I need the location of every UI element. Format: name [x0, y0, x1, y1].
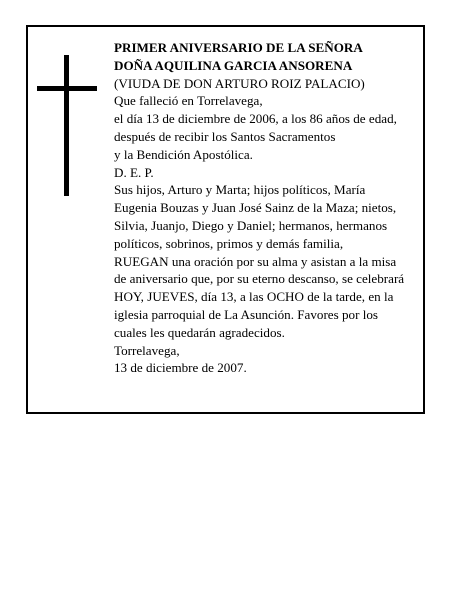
notice-body-line: Silvia, Juanjo, Diego y Daniel; hermanos, hermanos — [114, 217, 388, 233]
rest-in-peace-line: D. E. P. — [114, 164, 154, 180]
notice-body-line: políticos, sobrinos, primos y demás familia, — [114, 235, 344, 251]
cross-vertical-bar — [64, 55, 69, 196]
notice-body-line: iglesia parroquial de La Asunción. Favores por los — [114, 306, 378, 322]
deceased-name-line: DOÑA AQUILINA GARCIA ANSORENA — [114, 57, 353, 73]
notice-body-line: y la Bendición Apostólica. — [114, 146, 253, 162]
notice-body-line: el día 13 de diciembre de 2006, a los 86 años de edad, — [114, 111, 397, 127]
cross-horizontal-bar — [37, 86, 97, 91]
notice-body-line: Sus hijos, Arturo y Marta; hijos políticos, María — [114, 182, 366, 198]
notice-body-line: Que falleció en Torrelavega, — [114, 93, 263, 109]
notice-body-line: de aniversario que, por su eterno descanso, se celebrará — [114, 271, 405, 287]
date-line: 13 de diciembre de 2007. — [114, 360, 247, 376]
place-line: Torrelavega, — [114, 342, 180, 358]
notice-body-line: HOY, JUEVES, día 13, a las OCHO de la tarde, en la — [114, 289, 394, 305]
notice-body-line: Eugenia Bouzas y Juan José Sainz de la Maza; nietos, — [114, 200, 397, 216]
widow-of-line: (VIUDA DE DON ARTURO ROIZ PALACIO) — [114, 75, 365, 91]
notice-body-line: después de recibir los Santos Sacramentos — [114, 128, 336, 144]
obituary-notice-text — [114, 39, 424, 377]
notice-title-line: PRIMER ANIVERSARIO DE LA SEÑORA — [114, 40, 363, 55]
notice-body-line: cuales les quedarán agradecidos. — [114, 324, 285, 340]
notice-body-line: RUEGAN una oración por su alma y asistan a la misa — [114, 253, 397, 269]
